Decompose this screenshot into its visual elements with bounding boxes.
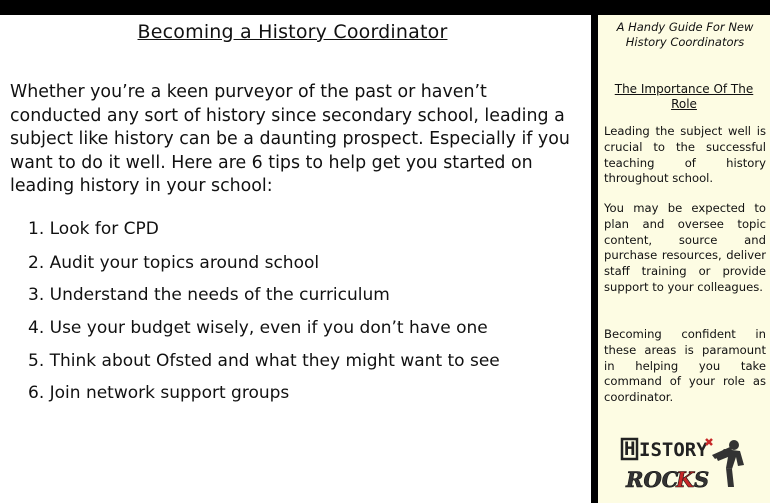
svg-text:ISTORY: ISTORY [639,439,708,461]
svg-text:S: S [694,467,710,492]
tip-item: 1. Look for CPD [28,219,159,239]
sidebar-panel [598,15,770,503]
tip-item: 4. Use your budget wisely, even if you don’t have one [28,318,488,338]
intro-paragraph: Whether you’re a keen purveyor of the past or haven’t conducted any sort of history since secondary school, leading a subject like history can be a daunting prospect. Especially if you want to do it well. Here are 6 tips to help get you started on leading history in your school: [10,82,570,196]
sidebar-paragraph: You may be expected to plan and oversee topic content, source and purchase resources, deliver staff training or provide support to your colleagues. [604,201,766,294]
sidebar-title: A Handy Guide For New History Coordinators [616,20,754,49]
svg-text:H: H [624,438,636,460]
top-black-bar [0,0,770,15]
main-document [0,15,591,503]
sidebar-heading: The Importance Of The Role [614,82,754,111]
tip-item: 5. Think about Ofsted and what they might want to see [28,351,500,371]
svg-text:K: K [676,467,695,492]
tip-item: 6. Join network support groups [28,383,290,403]
page-title: Becoming a History Coordinator [137,21,448,43]
sidebar-paragraph: Leading the subject well is crucial to the successful teaching of history throughout school. [604,124,766,186]
tip-item: 2. Audit your topics around school [28,253,320,273]
tip-item: 3. Understand the needs of the curriculum [28,285,390,305]
column-divider [591,15,598,503]
sidebar-paragraph: Becoming confident in these areas is paramount in helping you take command of your role as coordinator. [604,327,766,405]
svg-text:ROC: ROC [626,467,679,492]
history-rocks-logo-icon [620,435,750,497]
